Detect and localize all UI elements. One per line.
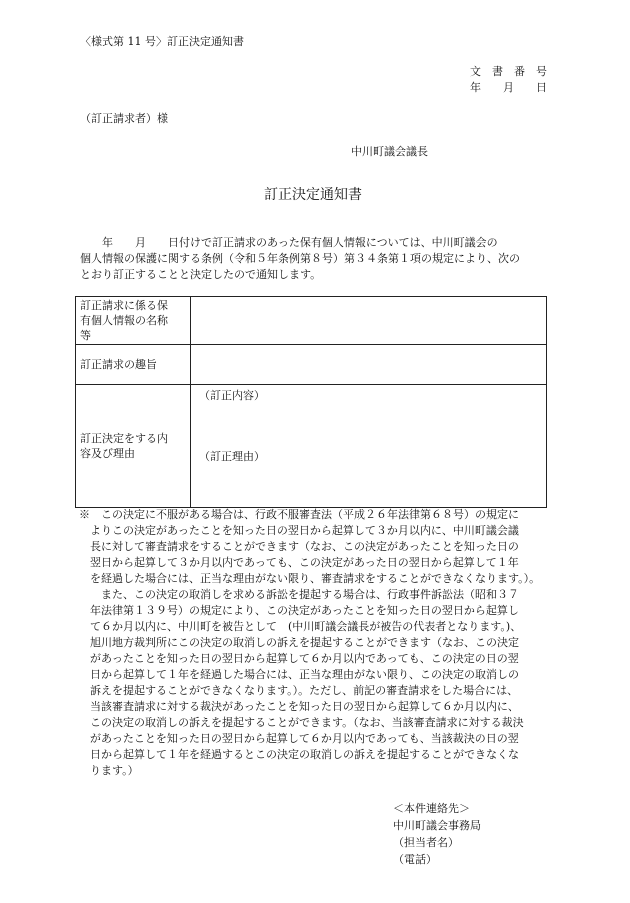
intro-line: 年 月 日付けで訂正請求のあった保有個人情報については、中川町議会の [80,236,498,249]
note-line: があったことを知った日の翌日から起算して６か月以内であっても、この決定の日の翌 [79,652,519,665]
form-number: 〈様式第 11 号〉訂正決定通知書 [80,35,244,48]
note-line: ります。） [79,764,139,777]
request-table [75,296,547,508]
contact-person: （担当者名） [393,836,459,849]
sender: 中川町議会議長 [351,145,428,158]
note-line: 当該審査請求に対する裁決があったことを知った日の翌日から起算して６か月以内に、 [79,700,519,713]
intro-line: 個人情報の保護に関する条例（令和５年条例第８号）第３４条第１項の規定により、次の [80,252,520,265]
note-line: 日から起算して１年を経過するとこの決定の取消しの訴えを提起することができなくな [79,748,519,761]
note-line: よりこの決定があったことを知った日の翌日から起算して３か月以内に、中川町議会議 [79,524,519,537]
label-line: 訂正決定をする内 [80,432,168,445]
table-row [76,297,547,345]
label-line: 訂正請求の趣旨 [80,358,157,371]
note-line: 日から起算して１年を経過した場合には、正当な理由がない限り、この決定の取消しの [79,668,519,681]
label-line: 容及び理由 [80,447,135,460]
row-label-decision [76,385,191,508]
row-value-info-name [191,297,547,345]
document-number-label: 文 書 番 号 [470,65,547,78]
note-line: また、この決定の取消しを求める訴訟を提起する場合は、行政事件訴訟法（昭和３７ [79,588,519,601]
label-line: 訂正請求に係る保 [80,299,168,312]
note-line: 翌日から起算して３か月以内であっても、この決定があった日の翌日から起算して１年 [79,556,519,569]
contact-office: 中川町議会事務局 [393,819,481,832]
row-label-info-name [76,297,191,345]
document-title: 訂正決定通知書 [264,187,362,203]
contact-phone: （電話） [393,853,437,866]
note-line: を経過した場合には、正当な理由がない限り、審査請求をすることができなくなります。）。 [79,572,541,585]
correction-content-label: （訂正内容） [199,389,265,402]
correction-reason-label: （訂正理由） [199,450,265,463]
date-label: 年 月 日 [470,81,547,94]
row-value-purpose [191,345,547,385]
addressee: （訂正請求者）様 [80,112,168,125]
row-value-decision [191,385,547,508]
label-line: 有個人情報の名称 [80,314,168,327]
note-line: があったことを知った日の翌日から起算して６か月以内であっても、当該裁決の日の翌 [79,732,519,745]
note-line: て６か月以内に、中川町を被告として (中川町議会議長が被告の代表者となります。)、 [79,620,522,633]
note-line: 旭川地方裁判所にこの決定の取消しの訴えを提起することができます（なお、この決定 [79,636,519,649]
label-line: 等 [80,329,91,342]
intro-line: とおり訂正することと決定したので通知します。 [80,268,322,281]
notes [79,507,561,779]
contact-heading: ＜本件連絡先＞ [393,802,470,815]
note-line: この決定の取消しの訴えを提起することができます。（なお、当該審査請求に対する裁決 [79,716,524,729]
note-line: 長に対して審査請求をすることができます（なお、この決定があったことを知った日の [79,540,519,553]
note-line: 訴えを提起することができなくなります。）。ただし、前記の審査請求をした場合には、 [79,684,519,697]
table-row [76,385,547,508]
note-line: ※ この決定に不服がある場合は、行政不服審査法（平成２６年法律第６８号）の規定に [79,508,519,521]
table-row [76,345,547,385]
note-line: 年法律第１３９号）の規定により、この決定があったことを知った日の翌日から起算し [79,604,519,617]
intro-paragraph [80,235,556,283]
contact-block [393,800,481,868]
row-label-purpose [76,345,191,385]
